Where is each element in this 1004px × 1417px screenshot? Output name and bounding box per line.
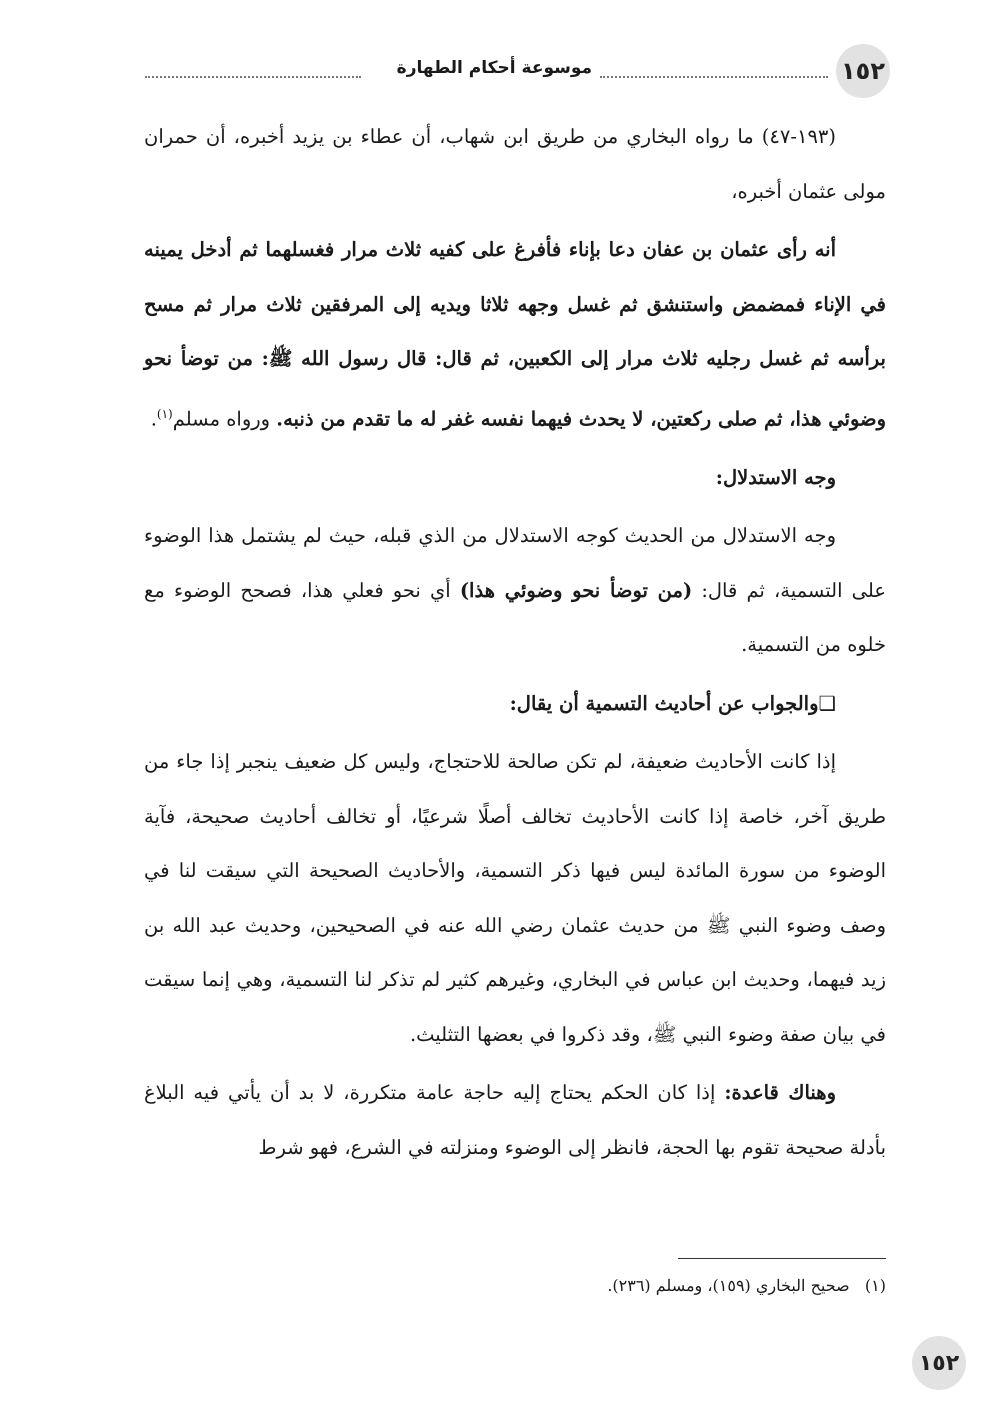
- rule-label: وهناك قاعدة:: [724, 1081, 836, 1104]
- answer-heading-text: والجواب عن أحاديث التسمية أن يقال:: [509, 691, 819, 715]
- footnote-separator: [678, 1258, 886, 1259]
- istidlal-text-b: أي نحو فعلي هذا، فصحح الوضوء مع خلوه من التسمية.: [144, 578, 886, 656]
- istidlal-quote: (من توضأ نحو وضوئي هذا): [459, 578, 693, 602]
- hadith-text: [144, 223, 886, 447]
- footnote: [607, 1276, 886, 1295]
- rule-text: إذا كان الحكم يحتاج إليه حاجة عامة متكررة، لا بد أن يأتي فيه البلاغ بأدلة صحيحة تقوم بها الحجة، فانظر إلى الوضوء ومنزلته في الشرع، فهو شرط: [144, 1081, 886, 1159]
- hadith-bold: أنه رأى عثمان بن عفان دعا بإناء فأفرغ على كفيه ثلاث مرار فغسلهما ثم أدخل يمينه في الإناء فمضمض واستنشق ثم غسل وجهه ثلاثا ويديه إلى المرفقين ثلاث مرار ثم مسح برأسه ثم غسل رجليه ثلاث مرار إلى الكعبين، ثم قال: قال رسول الله ﷺ: من توضأ نحو وضوئي هذا، ثم صلى ركعتين، لا يحدث فيهما نفسه غفر له ما تقدم من ذنبه.: [144, 238, 886, 430]
- footnote-reference: (١): [156, 406, 173, 421]
- header-page-number: ١٥٢: [836, 44, 890, 98]
- square-bullet-icon: ❑: [818, 691, 836, 715]
- answer-paragraph: إذا كانت الأحاديث ضعيفة، لم تكن صالحة للاحتجاج، وليس كل ضعيف ينجبر إذا جاء من طريق آخر، خاصة إذا كانت الأحاديث تخالف أصلًا شرعيًا، أو تخالف أحاديث صحيحة، فآية الوضوء من سورة المائدة ليس فيها ذكر التسمية، والأحاديث الصحيحة التي سيقت لنا في وصف وضوء النبي ﷺ من حديث عثمان رضي الله عنه في الصحيحين، وحديث عبد الله بن زيد فيهما، وحديث ابن عباس في البخاري، وغيرهم كثير لم تذكر لنا التسمية، وهي إنما سيقت في بيان صفة وضوء النبي ﷺ، وقد ذكروا في بعضها التثليث.: [144, 750, 886, 1046]
- header-dotted-rule-left: [145, 76, 361, 78]
- footnote-number: (١): [864, 1276, 886, 1295]
- footer-page-number: ١٥٢: [912, 1336, 966, 1390]
- header-dotted-rule-right: [600, 76, 828, 78]
- page-header: [145, 42, 890, 98]
- footnote-text: صحيح البخاري (١٥٩)، ومسلم (٢٣٦).: [607, 1276, 850, 1295]
- section-heading-istidlal: وجه الاستدلال:: [715, 465, 836, 489]
- hadith-intro: (١٩٣-٤٧) ما رواه البخاري من طريق ابن شهاب، أن عطاء بن يزيد أخبره، أن حمران مولى عثمان أخبره،: [144, 125, 886, 203]
- rule-paragraph: [144, 1066, 886, 1175]
- hadith-end: .: [150, 407, 157, 430]
- istidlal-paragraph: [144, 509, 886, 673]
- istidlal-text-a: وجه الاستدلال من الحديث كوجه الاستدلال من الذي قبله، حيث لم يشتمل هذا الوضوء على التسمية، ثم قال:: [144, 524, 886, 602]
- book-title: موسوعة أحكام الطهارة: [396, 58, 592, 78]
- hadith-source: ورواه مسلم: [172, 407, 277, 430]
- main-text: [144, 110, 886, 1179]
- section-heading-answer: [144, 677, 886, 732]
